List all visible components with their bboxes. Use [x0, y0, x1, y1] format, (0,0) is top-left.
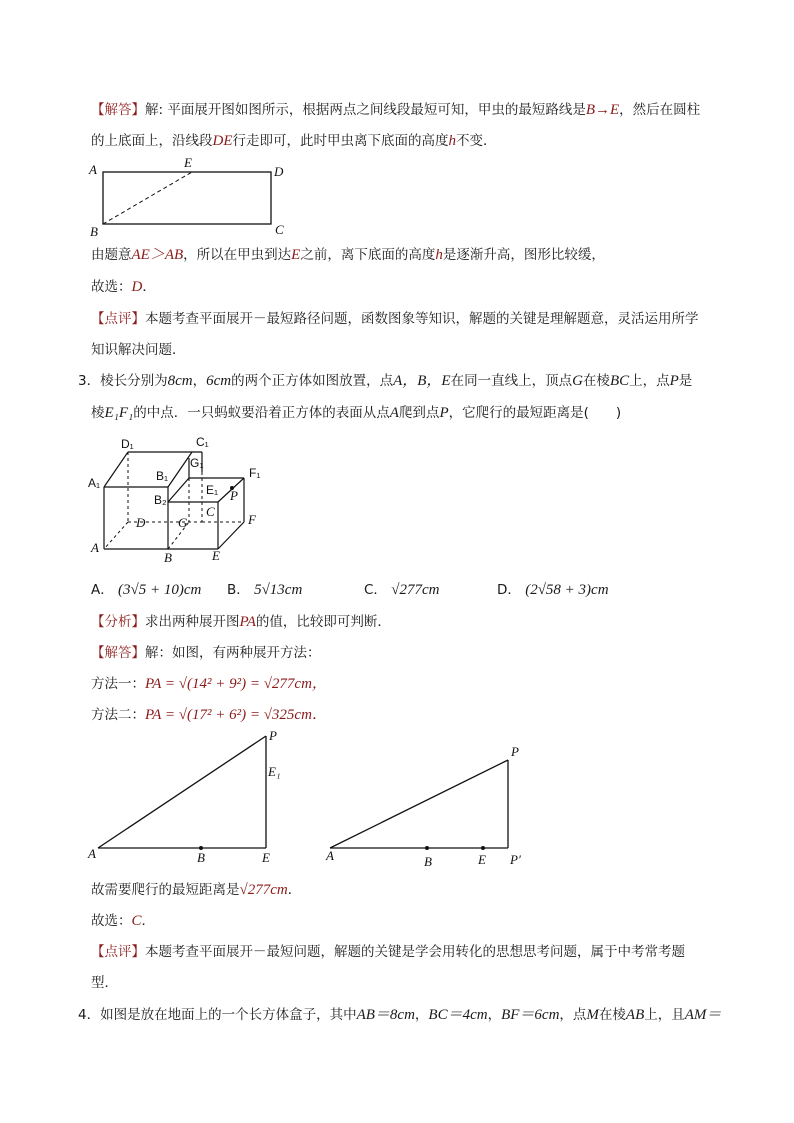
label-c: C	[275, 222, 284, 237]
method-two-line: 方法二：PA = √(17² + 6²) = √325cm．	[91, 707, 327, 723]
answer-tag: 【解答】	[91, 102, 145, 118]
label-d: D	[274, 164, 284, 179]
fig1-label-e: E	[262, 850, 270, 865]
q2-choice: D	[131, 279, 143, 295]
label-d1: D₁	[121, 437, 134, 451]
method-one-formula: PA = √(14² + 9²) = √277cm，	[145, 676, 327, 692]
q2-review-line2: 知识解决问题．	[91, 342, 186, 358]
q3-choose-line: 故选：C．	[91, 913, 156, 929]
label-a1: A₁	[88, 476, 101, 490]
fig2-label-e: E	[478, 852, 486, 867]
label-b1: B₁	[156, 469, 169, 483]
method-two-formula: PA = √(17² + 6²) = √325cm．	[145, 707, 327, 723]
option-b: B． 5√13cm	[227, 582, 303, 598]
label-p: P	[230, 488, 238, 503]
fig2-label-b: B	[424, 854, 432, 869]
q3-stem-line1: 3．棱长分别为8cm，6cm的两个正方体如图放置，点A，B，E在同一直线上，顶点G在棱BC上，点P是	[78, 373, 693, 389]
fig1-label-p: P	[269, 728, 277, 743]
q3-answer-line: 【解答】解：如图，有两种展开方法：	[91, 645, 321, 661]
q2-rectangle-figure	[86, 156, 296, 242]
q3-review-line2: 型．	[91, 975, 118, 991]
label-c1: C₁	[196, 435, 209, 449]
q3-cubes-figure	[86, 432, 276, 568]
label-e: E	[212, 548, 220, 563]
label-c: C	[206, 504, 215, 519]
fig1-label-b: B	[197, 850, 205, 865]
label-b2: B₂	[154, 493, 167, 507]
q3-analysis-line: 【分析】求出两种展开图PA的值，比较即可判断．	[91, 614, 391, 630]
q2-answer-line1: 【解答】解: 平面展开图如图所示，根据两点之间线段最短可知，甲虫的最短路线是B→E，然后在圆柱	[91, 102, 701, 118]
fig1-label-a: A	[88, 846, 96, 861]
q2-review-line1: 【点评】本题考查平面展开－最短路径问题，函数图象等知识，解题的关键是理解题意，灵活运用所学	[91, 311, 699, 327]
label-f: F	[248, 512, 256, 527]
fig2-label-p: P	[511, 744, 519, 759]
fig1-label-e1: E₁	[268, 764, 281, 779]
label-g: G	[178, 515, 188, 530]
q2-choose-line: 故选：D．	[91, 279, 156, 295]
path-text: B→E	[585, 102, 620, 118]
fig2-label-p2: P′	[510, 852, 521, 867]
option-c: C． √277cm	[364, 582, 440, 598]
question-number: 4．	[78, 1007, 101, 1023]
label-e: E	[184, 156, 192, 170]
dashed-be	[103, 172, 192, 224]
label-a: A	[89, 162, 97, 177]
method-one-line: 方法一：PA = √(14² + 9²) = √277cm，	[91, 676, 327, 692]
fig2-label-a: A	[326, 848, 334, 863]
option-d: D． (2√58 + 3)cm	[497, 582, 609, 598]
q2-reason-line: 由题意AE＞AB，所以在甲虫到达E之前，离下底面的高度h是逐渐升高，图形比较缓，	[91, 247, 605, 263]
label-f1: F₁	[249, 466, 261, 480]
label-b: B	[90, 224, 98, 239]
rectangle-abcd	[103, 172, 271, 224]
q3-choice: C	[131, 913, 142, 929]
q3-conclusion-line: 故需要爬行的最短距离是√277cm．	[91, 882, 302, 898]
q3-stem-line2: 棱E₁F₁的中点．一只蚂蚁要沿着正方体的表面从点A爬到点P，它爬行的最短距离是( )	[91, 405, 622, 421]
q2-answer-line2: 的上底面上，沿线段DE行走即可，此时甲虫离下底面的高度h不变．	[91, 133, 497, 149]
q3-unfold-figures	[86, 728, 546, 874]
q3-review-line1: 【点评】本题考查平面展开－最短问题，解题的关键是学会用转化的思想思考问题，属于中考常考题	[91, 944, 685, 960]
label-a: A	[91, 540, 99, 555]
label-b: B	[164, 550, 172, 565]
label-g1: G₁	[190, 456, 204, 470]
label-d: D	[136, 515, 146, 530]
label-e1: E₁	[206, 483, 219, 497]
q4-stem-line1: 4．如图是放在地面上的一个长方体盒子，其中AB＝8cm，BC＝4cm，BF＝6cm，点M在棱AB上，且AM＝	[78, 1007, 722, 1023]
question-number: 3．	[78, 373, 101, 389]
option-a: A． (3√5 + 10)cm	[91, 582, 202, 598]
